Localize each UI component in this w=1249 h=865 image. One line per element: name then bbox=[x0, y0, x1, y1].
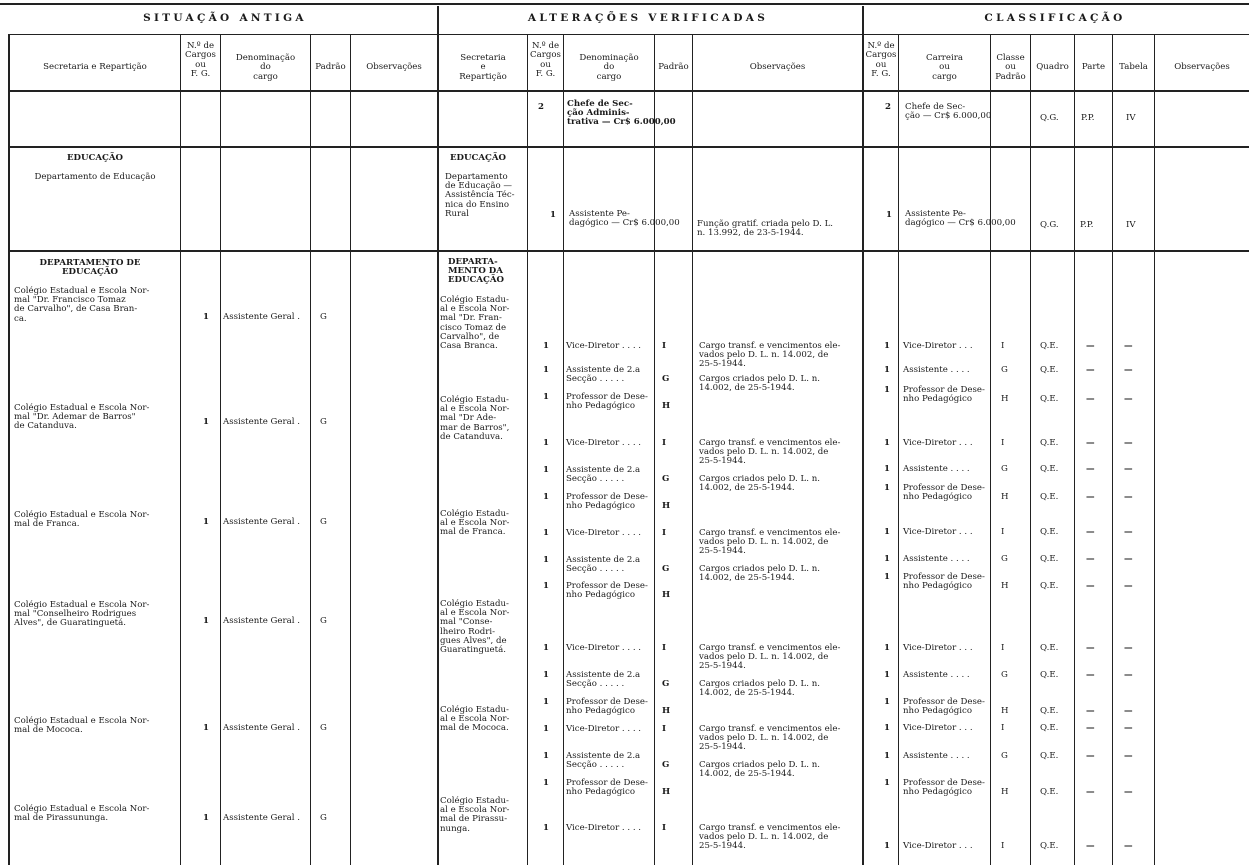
old-cargo: Assistente Geral . bbox=[223, 723, 300, 733]
changes-obs: Cargos criados pelo D. L. n. 14.002, de 25-5-1944. bbox=[699, 374, 820, 394]
class-quadro: Q.E. bbox=[1040, 706, 1059, 716]
changes-qty: 1 bbox=[543, 555, 549, 565]
class-parte: — bbox=[1086, 394, 1095, 404]
class-qty: 1 bbox=[884, 751, 890, 761]
column-separator bbox=[527, 34, 528, 865]
class-cargo: Professor de Dese- nho Pedagógico bbox=[903, 483, 985, 503]
class-classe: G bbox=[1001, 554, 1008, 564]
class-cargo: Assistente . . . . bbox=[903, 554, 970, 564]
class-tabela: — bbox=[1124, 723, 1133, 733]
changes-padrao: H bbox=[662, 706, 671, 716]
block2-old-subtitle: Departamento de Educação bbox=[34, 172, 156, 182]
changes-obs: Cargos criados pelo D. L. n. 14.002, de 25-5-1944. bbox=[699, 679, 820, 699]
changes-padrao: I bbox=[662, 643, 667, 653]
class-tabela: — bbox=[1124, 643, 1133, 653]
class-qty: 1 bbox=[884, 670, 890, 680]
old-cargo: Assistente Geral . bbox=[223, 813, 300, 823]
class-cargo: Vice-Diretor . . . bbox=[903, 527, 973, 537]
class-parte: — bbox=[1086, 706, 1095, 716]
class-quadro: Q.E. bbox=[1040, 841, 1059, 851]
class-quadro: Q.E. bbox=[1040, 787, 1059, 797]
block2-changes-obs: Função gratif. criada pelo D. L. n. 13.992, de 23-5-1944. bbox=[697, 219, 834, 239]
block1-tabela: IV bbox=[1126, 113, 1136, 123]
changes-padrao: I bbox=[662, 823, 667, 833]
old-qty: 1 bbox=[203, 517, 209, 527]
block2-old-title: EDUCAÇÃO bbox=[67, 153, 123, 163]
changes-qty: 1 bbox=[543, 528, 549, 538]
changes-qty: 1 bbox=[543, 697, 549, 707]
class-quadro: Q.E. bbox=[1040, 751, 1059, 761]
changes-cargo: Assistente de 2.a Secção . . . . . bbox=[566, 670, 641, 690]
column-separator bbox=[350, 34, 351, 865]
changes-qty: 1 bbox=[543, 724, 549, 734]
column-separator bbox=[1112, 34, 1113, 865]
changes-qty: 1 bbox=[543, 823, 549, 833]
block2-class-cargo: Assistente Pe- dagógico — Cr$ 6.000,00 bbox=[905, 209, 1016, 229]
column-separator bbox=[692, 34, 693, 865]
class-quadro: Q.E. bbox=[1040, 581, 1059, 591]
changes-qty: 1 bbox=[543, 492, 549, 502]
old-padrao: G bbox=[320, 813, 327, 823]
header-changes-qty: N.º de Cargos ou F. G. bbox=[530, 41, 561, 80]
class-qty: 1 bbox=[884, 697, 890, 707]
changes-obs: Cargos criados pelo D. L. n. 14.002, de 25-5-1944. bbox=[699, 474, 820, 494]
class-parte: — bbox=[1086, 464, 1095, 474]
block2-changes-cargo: Assistente Pe- dagógico — Cr$ 6.000,00 bbox=[569, 209, 680, 229]
old-repartition: Colégio Estadual e Escola Nor- mal "Dr. Ademar de Barros" de Catanduva. bbox=[14, 403, 150, 432]
column-separator bbox=[898, 34, 899, 865]
changes-repartition: Colégio Estadu- al e Escola Nor- mal de Mococa. bbox=[440, 705, 510, 734]
header-old-cargo: Denominação do cargo bbox=[235, 53, 296, 82]
changes-padrao: G bbox=[662, 679, 670, 689]
class-quadro: Q.E. bbox=[1040, 341, 1059, 351]
class-qty: 1 bbox=[884, 438, 890, 448]
changes-qty: 1 bbox=[543, 643, 549, 653]
header-old-obs: Observações bbox=[366, 62, 422, 72]
class-cargo: Vice-Diretor . . . bbox=[903, 723, 973, 733]
class-quadro: Q.E. bbox=[1040, 670, 1059, 680]
class-quadro: Q.E. bbox=[1040, 643, 1059, 653]
class-cargo: Assistente . . . . bbox=[903, 751, 970, 761]
block2-changes-title: EDUCAÇÃO bbox=[450, 153, 506, 163]
changes-padrao: I bbox=[662, 341, 667, 351]
class-tabela: — bbox=[1124, 365, 1133, 375]
block2-changes-qty: 1 bbox=[550, 210, 556, 220]
class-quadro: Q.E. bbox=[1040, 394, 1059, 404]
class-cargo: Professor de Dese- nho Pedagógico bbox=[903, 572, 985, 592]
changes-cargo: Vice-Diretor . . . . bbox=[566, 528, 642, 538]
header-top-rule bbox=[8, 34, 1249, 35]
class-qty: 1 bbox=[884, 365, 890, 375]
changes-qty: 1 bbox=[543, 438, 549, 448]
class-qty: 1 bbox=[884, 778, 890, 788]
class-classe: I bbox=[1001, 841, 1005, 851]
class-parte: — bbox=[1086, 841, 1095, 851]
old-padrao: G bbox=[320, 417, 327, 427]
changes-qty: 1 bbox=[543, 341, 549, 351]
changes-cargo: Assistente de 2.a Secção . . . . . bbox=[566, 365, 641, 385]
class-classe: H bbox=[1001, 394, 1009, 404]
changes-cargo: Vice-Diretor . . . . bbox=[566, 643, 642, 653]
changes-padrao: H bbox=[662, 787, 671, 797]
block2-bottom-rule bbox=[8, 250, 1249, 252]
class-classe: G bbox=[1001, 464, 1008, 474]
class-parte: — bbox=[1086, 581, 1095, 591]
old-repartition: Colégio Estadual e Escola Nor- mal "Dr. Francisco Tomaz de Carvalho", de Casa Bran- ca. bbox=[14, 286, 150, 324]
changes-cargo: Vice-Diretor . . . . bbox=[566, 724, 642, 734]
changes-padrao: G bbox=[662, 760, 670, 770]
class-tabela: — bbox=[1124, 554, 1133, 564]
block3-old-title: DEPARTAMENTO DE EDUCAÇÃO bbox=[39, 258, 141, 278]
class-cargo: Professor de Dese- nho Pedagógico bbox=[903, 697, 985, 717]
class-classe: H bbox=[1001, 581, 1009, 591]
old-padrao: G bbox=[320, 517, 327, 527]
class-cargo: Assistente . . . . bbox=[903, 670, 970, 680]
column-separator bbox=[220, 34, 221, 865]
column-separator bbox=[1074, 34, 1075, 865]
changes-cargo: Assistente de 2.a Secção . . . . . bbox=[566, 465, 641, 485]
old-cargo: Assistente Geral . bbox=[223, 312, 300, 322]
column-separator bbox=[437, 34, 439, 865]
changes-cargo: Professor de Dese- nho Pedagógico bbox=[566, 581, 648, 601]
old-cargo: Assistente Geral . bbox=[223, 517, 300, 527]
block2-quadro: Q.G. bbox=[1040, 220, 1059, 230]
class-classe: I bbox=[1001, 438, 1005, 448]
class-qty: 1 bbox=[884, 723, 890, 733]
class-qty: 1 bbox=[884, 554, 890, 564]
changes-qty: 1 bbox=[543, 465, 549, 475]
header-class-classe: Classe ou Padrão bbox=[995, 53, 1026, 82]
class-cargo: Vice-Diretor . . . bbox=[903, 841, 973, 851]
block2-changes-subtitle: Departamento de Educação — Assistência Téc- nica do Ensino Rural bbox=[445, 172, 515, 219]
header-bottom-rule bbox=[8, 90, 1249, 92]
block2-class-qty: 1 bbox=[886, 210, 892, 220]
class-cargo: Professor de Dese- nho Pedagógico bbox=[903, 778, 985, 798]
changes-padrao: I bbox=[662, 724, 667, 734]
class-parte: — bbox=[1086, 723, 1095, 733]
changes-cargo: Vice-Diretor . . . . bbox=[566, 823, 642, 833]
class-tabela: — bbox=[1124, 787, 1133, 797]
changes-padrao: H bbox=[662, 501, 671, 511]
header-class-parte: Parte bbox=[1081, 62, 1106, 72]
changes-padrao: I bbox=[662, 528, 667, 538]
header-old-padrao: Padrão bbox=[315, 62, 346, 72]
block2-parte: P.P. bbox=[1080, 220, 1094, 230]
block1-bottom-rule bbox=[8, 146, 1249, 148]
changes-repartition: Colégio Estadu- al e Escola Nor- mal de Franca. bbox=[440, 509, 510, 538]
section-title-changes: ALTERAÇÕES VERIFICADAS bbox=[527, 12, 769, 24]
class-classe: H bbox=[1001, 492, 1009, 502]
header-class-obs: Observações bbox=[1174, 62, 1230, 72]
class-cargo: Vice-Diretor . . . bbox=[903, 438, 973, 448]
class-cargo: Professor de Dese- nho Pedagógico bbox=[903, 385, 985, 405]
changes-cargo: Assistente de 2.a Secção . . . . . bbox=[566, 555, 641, 575]
class-classe: H bbox=[1001, 706, 1009, 716]
class-parte: — bbox=[1086, 751, 1095, 761]
class-qty: 1 bbox=[884, 841, 890, 851]
class-quadro: Q.E. bbox=[1040, 554, 1059, 564]
class-classe: I bbox=[1001, 341, 1005, 351]
changes-obs: Cargo transf. e vencimentos ele- vados pelo D. L. n. 14.002, de 25-5-1944. bbox=[699, 438, 841, 467]
class-tabela: — bbox=[1124, 527, 1133, 537]
changes-obs: Cargo transf. e vencimentos ele- vados pelo D. L. n. 14.002, de 25-5-1944. bbox=[699, 643, 841, 672]
changes-qty: 1 bbox=[543, 778, 549, 788]
class-tabela: — bbox=[1124, 341, 1133, 351]
changes-padrao: G bbox=[662, 564, 670, 574]
class-quadro: Q.E. bbox=[1040, 464, 1059, 474]
column-separator bbox=[310, 34, 311, 865]
changes-obs: Cargo transf. e vencimentos ele- vados pelo D. L. n. 14.002, de 25-5-1944. bbox=[699, 341, 841, 370]
class-parte: — bbox=[1086, 787, 1095, 797]
changes-repartition: Colégio Estadu- al e Escola Nor- mal "Conse- lheiro Rodri- gues Alves", de Guaratinguetá. bbox=[440, 599, 510, 656]
old-padrao: G bbox=[320, 723, 327, 733]
class-parte: — bbox=[1086, 643, 1095, 653]
class-cargo: Vice-Diretor . . . bbox=[903, 341, 973, 351]
old-cargo: Assistente Geral . bbox=[223, 417, 300, 427]
changes-padrao: H bbox=[662, 401, 671, 411]
section-title-old: SITUAÇÃO ANTIGA bbox=[143, 12, 307, 24]
changes-padrao: G bbox=[662, 474, 670, 484]
column-separator bbox=[990, 34, 991, 865]
class-tabela: — bbox=[1124, 670, 1133, 680]
class-classe: I bbox=[1001, 527, 1005, 537]
class-quadro: Q.E. bbox=[1040, 492, 1059, 502]
class-qty: 1 bbox=[884, 643, 890, 653]
changes-cargo: Vice-Diretor . . . . bbox=[566, 438, 642, 448]
changes-repartition: Colégio Estadu- al e Escola Nor- mal "Dr Ade- mar de Barros", de Catanduva. bbox=[440, 395, 510, 442]
header-changes-padrao: Padrão bbox=[658, 62, 689, 72]
class-qty: 1 bbox=[884, 341, 890, 351]
class-qty: 1 bbox=[884, 572, 890, 582]
class-tabela: — bbox=[1124, 751, 1133, 761]
class-qty: 1 bbox=[884, 527, 890, 537]
block1-class-qty: 2 bbox=[885, 102, 891, 112]
old-repartition: Colégio Estadual e Escola Nor- mal de Mococa. bbox=[14, 716, 150, 736]
header-old-qty: N.º de Cargos ou F. G. bbox=[185, 41, 216, 80]
block1-changes-qty: 2 bbox=[538, 102, 544, 112]
header-changes-repartition: Secretaria e Repartição bbox=[459, 53, 507, 82]
changes-obs: Cargo transf. e vencimentos ele- vados pelo D. L. n. 14.002, de 25-5-1944. bbox=[699, 823, 841, 852]
changes-cargo: Professor de Dese- nho Pedagógico bbox=[566, 392, 648, 412]
column-separator bbox=[654, 34, 655, 865]
column-separator bbox=[563, 34, 564, 865]
header-old-repartition: Secretaria e Repartição bbox=[43, 62, 147, 72]
old-repartition: Colégio Estadual e Escola Nor- mal de Pirassununga. bbox=[14, 804, 150, 824]
class-quadro: Q.E. bbox=[1040, 527, 1059, 537]
block3-changes-title: DEPARTA- MENTO DA EDUCAÇÃO bbox=[448, 257, 504, 286]
class-quadro: Q.E. bbox=[1040, 438, 1059, 448]
changes-cargo: Professor de Dese- nho Pedagógico bbox=[566, 697, 648, 717]
header-changes-cargo: Denominação do cargo bbox=[579, 53, 639, 82]
class-parte: — bbox=[1086, 341, 1095, 351]
block2-tabela: IV bbox=[1126, 220, 1136, 230]
class-parte: — bbox=[1086, 527, 1095, 537]
column-separator bbox=[1030, 34, 1031, 865]
class-tabela: — bbox=[1124, 706, 1133, 716]
class-qty: 1 bbox=[884, 385, 890, 395]
class-classe: I bbox=[1001, 723, 1005, 733]
class-tabela: — bbox=[1124, 438, 1133, 448]
changes-qty: 1 bbox=[543, 581, 549, 591]
class-cargo: Assistente . . . . bbox=[903, 464, 970, 474]
class-quadro: Q.E. bbox=[1040, 723, 1059, 733]
changes-qty: 1 bbox=[543, 670, 549, 680]
class-qty: 1 bbox=[884, 483, 890, 493]
changes-repartition: Colégio Estadu- al e Escola Nor- mal "Dr. Fran- cisco Tomaz de Carvalho", de Casa Branca. bbox=[440, 295, 510, 352]
section-title-classification: CLASSIFICAÇÃO bbox=[984, 12, 1126, 24]
changes-obs: Cargo transf. e vencimentos ele- vados pelo D. L. n. 14.002, de 25-5-1944. bbox=[699, 724, 841, 753]
changes-qty: 1 bbox=[543, 751, 549, 761]
block1-changes-cargo: Chefe de Sec- ção Adminis- trativa — Cr$ 6.000,00 bbox=[567, 99, 676, 128]
block1-quadro: Q.G. bbox=[1040, 113, 1059, 123]
changes-qty: 1 bbox=[543, 392, 549, 402]
header-changes-obs: Observações bbox=[749, 62, 806, 72]
header-class-qty: N.º de Cargos ou F. G. bbox=[865, 41, 897, 80]
changes-qty: 1 bbox=[543, 365, 549, 375]
class-parte: — bbox=[1086, 670, 1095, 680]
block1-class-cargo: Chefe de Sec- ção — Cr$ 6.000,00 bbox=[905, 102, 992, 122]
changes-obs: Cargo transf. e vencimentos ele- vados pelo D. L. n. 14.002, de 25-5-1944. bbox=[699, 528, 841, 557]
column-separator bbox=[180, 34, 181, 865]
old-padrao: G bbox=[320, 312, 327, 322]
class-parte: — bbox=[1086, 365, 1095, 375]
class-tabela: — bbox=[1124, 581, 1133, 591]
class-cargo: Vice-Diretor . . . bbox=[903, 643, 973, 653]
class-parte: — bbox=[1086, 554, 1095, 564]
class-classe: G bbox=[1001, 670, 1008, 680]
header-class-tabela: Tabela bbox=[1119, 62, 1148, 72]
old-repartition: Colégio Estadual e Escola Nor- mal de Franca. bbox=[14, 510, 150, 530]
changes-cargo: Assistente de 2.a Secção . . . . . bbox=[566, 751, 641, 771]
changes-repartition: Colégio Estadu- al e Escola Nor- mal de Pirassu- nunga. bbox=[440, 796, 510, 834]
changes-cargo: Professor de Dese- nho Pedagógico bbox=[566, 778, 648, 798]
old-padrao: G bbox=[320, 616, 327, 626]
changes-obs: Cargos criados pelo D. L. n. 14.002, de 25-5-1944. bbox=[699, 564, 820, 584]
class-classe: G bbox=[1001, 365, 1008, 375]
class-parte: — bbox=[1086, 438, 1095, 448]
changes-padrao: H bbox=[662, 590, 671, 600]
header-class-quadro: Quadro bbox=[1036, 62, 1069, 72]
changes-padrao: G bbox=[662, 374, 670, 384]
class-qty: 1 bbox=[884, 464, 890, 474]
class-quadro: Q.E. bbox=[1040, 365, 1059, 375]
old-qty: 1 bbox=[203, 417, 209, 427]
class-parte: — bbox=[1086, 492, 1095, 502]
changes-cargo: Professor de Dese- nho Pedagógico bbox=[566, 492, 648, 512]
old-qty: 1 bbox=[203, 312, 209, 322]
block1-parte: P.P. bbox=[1081, 113, 1095, 123]
class-classe: H bbox=[1001, 787, 1009, 797]
class-tabela: — bbox=[1124, 841, 1133, 851]
class-tabela: — bbox=[1124, 492, 1133, 502]
old-qty: 1 bbox=[203, 616, 209, 626]
header-class-cargo: Carreira ou cargo bbox=[926, 53, 963, 82]
class-cargo: Assistente . . . . bbox=[903, 365, 970, 375]
column-separator bbox=[1154, 34, 1155, 865]
class-classe: G bbox=[1001, 751, 1008, 761]
changes-cargo: Vice-Diretor . . . . bbox=[566, 341, 642, 351]
changes-padrao: I bbox=[662, 438, 667, 448]
changes-obs: Cargos criados pelo D. L. n. 14.002, de 25-5-1944. bbox=[699, 760, 820, 780]
class-tabela: — bbox=[1124, 394, 1133, 404]
column-separator bbox=[862, 34, 864, 865]
old-cargo: Assistente Geral . bbox=[223, 616, 300, 626]
old-qty: 1 bbox=[203, 813, 209, 823]
old-qty: 1 bbox=[203, 723, 209, 733]
class-tabela: — bbox=[1124, 464, 1133, 474]
class-classe: I bbox=[1001, 643, 1005, 653]
top-rule bbox=[0, 3, 1249, 5]
old-repartition: Colégio Estadual e Escola Nor- mal "Conselheiro Rodrigues Alves", de Guaratinguetá. bbox=[14, 600, 150, 629]
